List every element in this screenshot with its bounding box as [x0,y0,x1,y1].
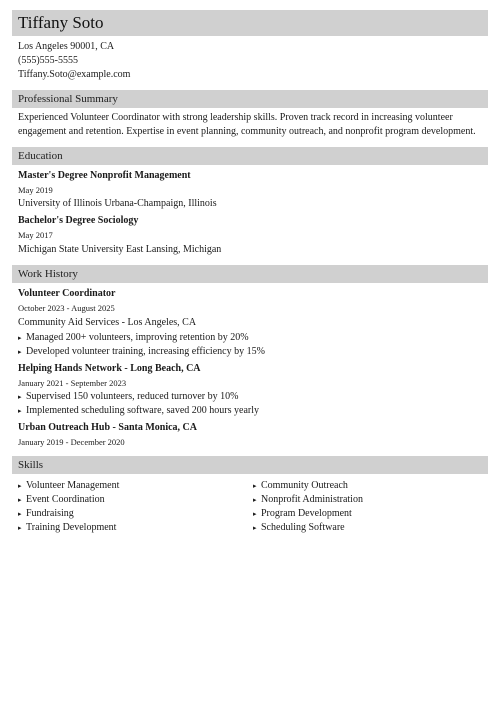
education-date: May 2017 [18,230,53,240]
education-date: May 2019 [18,185,53,195]
skill-text: Fundraising [26,508,74,519]
job-title: Urban Outreach Hub - Santa Monica, CA [18,422,197,433]
education-degree: Master's Degree Nonprofit Management [18,170,191,181]
bullet-icon: ▸ [18,393,22,401]
job-title: Volunteer Coordinator [18,288,116,299]
section-title-work: Work History [18,268,78,280]
job-bullet-text: Supervised 150 volunteers, reduced turnover by 10% [26,391,239,402]
bullet-icon: ▸ [18,334,22,342]
bullet-icon: ▸ [18,510,22,518]
bullet-icon: ▸ [18,524,22,532]
job-bullet-text: Managed 200+ volunteers, improving retention by 20% [26,332,249,343]
skill-text: Scheduling Software [261,522,345,533]
section-title-education: Education [18,150,63,162]
skill-text: Community Outreach [261,480,348,491]
bullet-icon: ▸ [253,510,257,518]
education-school: University of Illinois Urbana-Champaign, Illinois [18,198,217,209]
education-degree: Bachelor's Degree Sociology [18,215,139,226]
education-school: Michigan State University East Lansing, Michigan [18,244,222,255]
skill-text: Program Development [261,508,352,519]
skill-text: Volunteer Management [26,480,120,491]
job-dates: January 2019 - December 2020 [18,437,125,447]
bullet-icon: ▸ [253,524,257,532]
job-company: Community Aid Services - Los Angeles, CA [18,317,197,328]
job-dates: January 2021 - September 2023 [18,378,127,388]
job-bullet-text: Developed volunteer training, increasing efficiency by 15% [26,346,265,357]
candidate-name: Tiffany Soto [18,13,104,32]
section-title-summary: Professional Summary [18,93,118,105]
section-header-work [12,265,488,283]
bullet-icon: ▸ [253,482,257,490]
job-bullet-text: Implemented scheduling software, saved 200 hours yearly [26,405,259,416]
bullet-icon: ▸ [18,482,22,490]
contact-email: Tiffany.Soto@example.com [18,69,131,80]
contact-phone: (555)555-5555 [18,55,78,66]
skill-text: Training Development [26,522,117,533]
contact-address: Los Angeles 90001, CA [18,41,115,52]
job-title: Helping Hands Network - Long Beach, CA [18,363,201,374]
job-dates: October 2023 - August 2025 [18,303,115,313]
bullet-icon: ▸ [253,496,257,504]
section-header-education [12,147,488,165]
summary-text: Experienced Volunteer Coordinator with strong leadership skills. Proven track record in increasing volunteer engagement and retention. Expertise in event planning, community outreach, and nonprofit program development. [18,112,476,137]
section-header-summary [12,90,488,108]
skill-text: Nonprofit Administration [261,494,363,505]
bullet-icon: ▸ [18,496,22,504]
name-header-bar [12,10,488,36]
skill-text: Event Coordination [26,494,105,505]
bullet-icon: ▸ [18,407,22,415]
section-header-skills [12,456,488,474]
bullet-icon: ▸ [18,348,22,356]
section-title-skills: Skills [18,459,44,471]
